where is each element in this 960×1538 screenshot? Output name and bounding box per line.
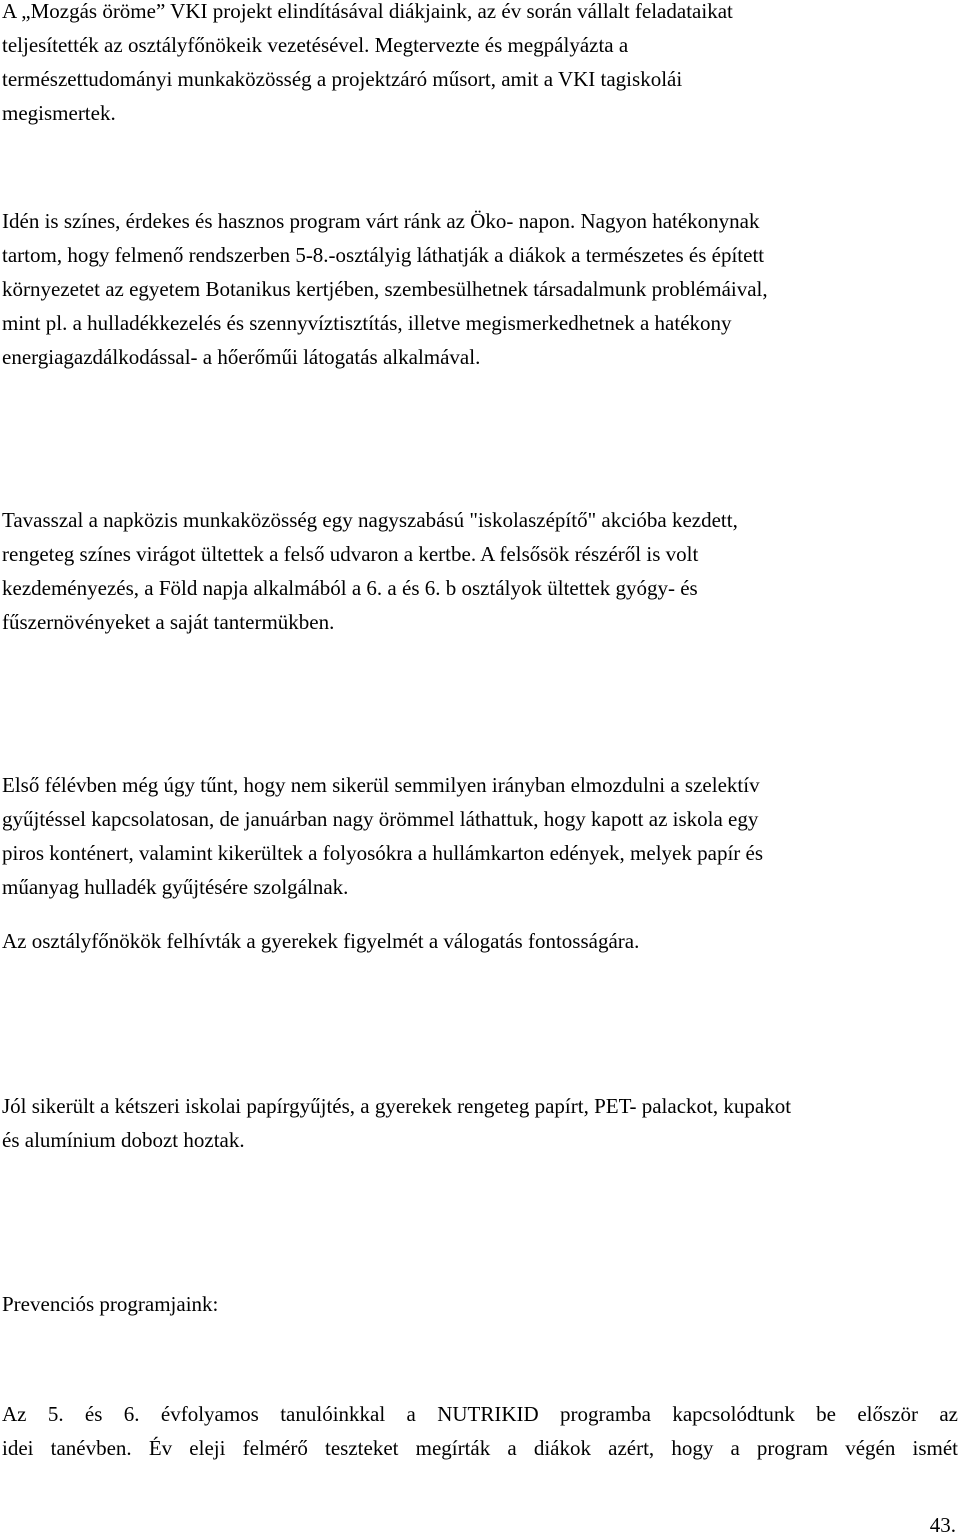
- paragraph-osztalyfonokok: [2, 924, 958, 958]
- page-number: 43.: [929, 1513, 956, 1537]
- paragraph-nutrikid: [2, 1397, 958, 1465]
- text-line: környezetet az egyetem Botanikus kertjében, szembesülhetnek társadalmunk problémáival,: [2, 277, 768, 301]
- text-line: Tavasszal a napközis munkaközösség egy nagyszabású "iskolaszépítő" akcióba kezdett,: [2, 508, 738, 532]
- text-line: rengeteg színes virágot ültettek a felső udvaron a kertbe. A felsősök részéről is volt: [2, 542, 699, 566]
- text-line: A „Mozgás öröme” VKI projekt elindításával diákjaink, az év során vállalt feladataikat: [2, 0, 733, 23]
- text-line: idei tanévben. Év eleji felmérő teszteket megírták a diákok azért, hogy a program végén ismét: [2, 1436, 958, 1460]
- text-line: Első félévben még úgy tűnt, hogy nem sikerül semmilyen irányban elmozdulni a szelektív: [2, 773, 760, 797]
- text-line: fűszernövényeket a saját tantermükben.: [2, 610, 335, 634]
- text-line: Az osztályfőnökök felhívták a gyerekek figyelmét a válogatás fontosságára.: [2, 929, 640, 953]
- text-line: Prevenciós programjaink:: [2, 1292, 219, 1316]
- paragraph-papirgyujtes: [2, 1089, 958, 1157]
- text-line: Idén is színes, érdekes és hasznos program várt ránk az Öko- napon. Nagyon hatékonynak: [2, 209, 760, 233]
- text-line: és alumínium dobozt hoztak.: [2, 1128, 245, 1152]
- text-line: gyűjtéssel kapcsolatosan, de januárban nagy örömmel láthattuk, hogy kapott az iskola egy: [2, 807, 759, 831]
- text-line: tartom, hogy felmenő rendszerben 5-8.-osztályig láthatják a diákok a természetes és épített: [2, 243, 765, 267]
- paragraph-prevencios-heading: [2, 1287, 958, 1321]
- text-line: kezdeményezés, a Föld napja alkalmából a 6. a és 6. b osztályok ültettek gyógy- és: [2, 576, 698, 600]
- text-line: piros konténert, valamint kikerültek a folyosókra a hullámkarton edények, melyek papír és: [2, 841, 764, 865]
- text-line: természettudományi munkaközösség a projektzáró műsort, amit a VKI tagiskolái: [2, 67, 683, 91]
- paragraph-iskolaszepito: [2, 503, 958, 639]
- text-line: műanyag hulladék gyűjtésére szolgálnak.: [2, 875, 349, 899]
- text-line: energiagazdálkodással- a hőerőműi látogatás alkalmával.: [2, 345, 481, 369]
- text-line: megismertek.: [2, 101, 116, 125]
- text-line: teljesítették az osztályfőnökeik vezetésével. Megtervezte és megpályázta a: [2, 33, 629, 57]
- text-line: Jól sikerült a kétszeri iskolai papírgyűjtés, a gyerekek rengeteg papírt, PET- palackot, kupakot: [2, 1094, 792, 1118]
- text-line: mint pl. a hulladékkezelés és szennyvíztisztítás, illetve megismerkedhetnek a hatékony: [2, 311, 732, 335]
- text-line: Az 5. és 6. évfolyamos tanulóinkkal a NUTRIKID programba kapcsolódtunk be először az: [2, 1402, 958, 1426]
- paragraph-szelektiv-gyujtes: [2, 768, 958, 904]
- paragraph-oko-nap: [2, 204, 958, 374]
- paragraph-vki-project: [2, 0, 958, 130]
